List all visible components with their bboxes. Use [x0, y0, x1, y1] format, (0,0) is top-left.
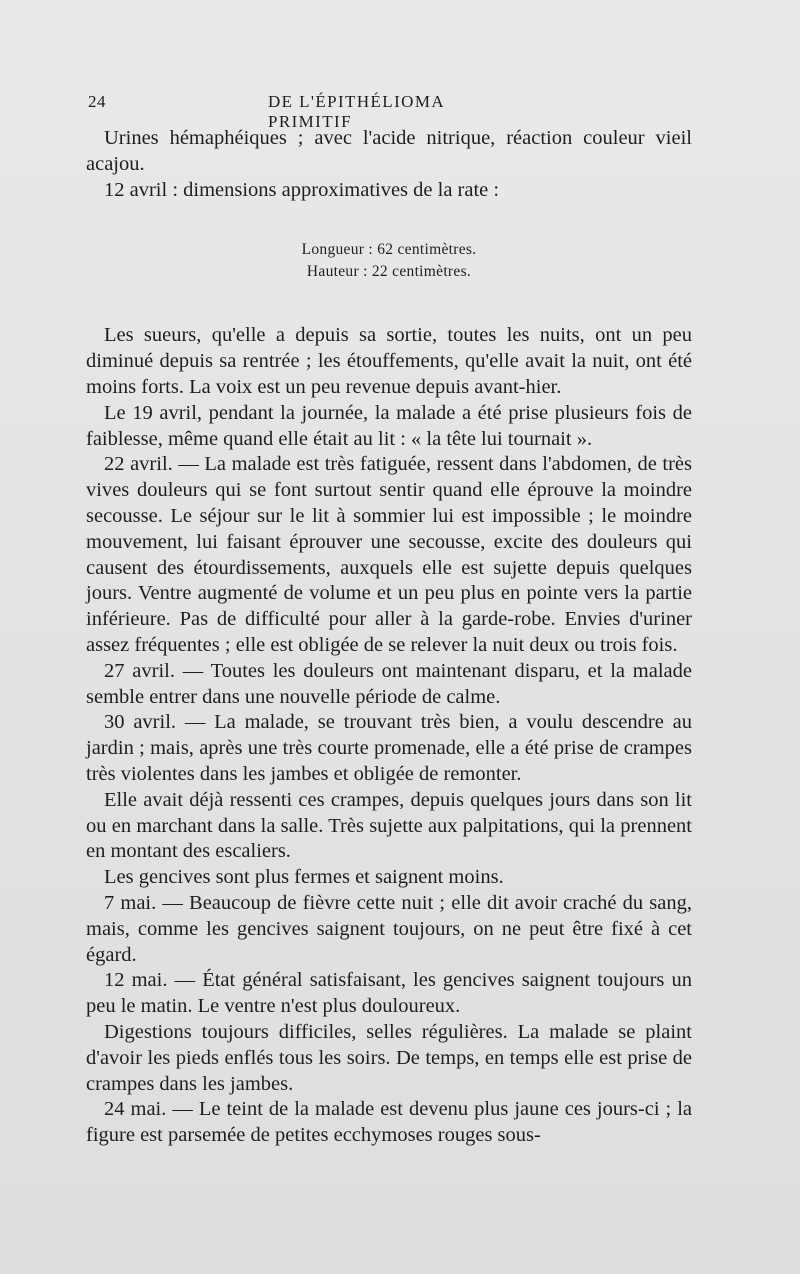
paragraph-crampes: Elle avait déjà ressenti ces crampes, depuis quelques jours dans son lit ou en marchant dans la salle. Très sujette aux palpitations, qui la prennent en montant des escaliers. — [86, 788, 692, 863]
paragraph-12-mai: 12 mai. — État général satisfaisant, les gencives saignent toujours un peu le matin. Le ventre n'est plus douloureux. — [86, 969, 692, 1018]
page-header — [88, 92, 528, 131]
paragraph-urines: Urines hémaphéiques ; avec l'acide nitrique, réaction couleur vieil acajou. — [86, 127, 692, 175]
paragraph-12-avril: 12 avril : dimensions approximatives de la rate : — [104, 178, 500, 201]
running-title: DE L'ÉPITHÉLIOMA PRIMITIF — [268, 92, 445, 131]
paragraph-gencives: Les gencives sont plus fermes et saignent moins. — [104, 866, 504, 889]
measurement-hauteur: Hauteur : 22 centimètres. — [306, 263, 472, 281]
paragraph-19-avril: Le 19 avril, pendant la journée, la malade a été prise plusieurs fois de faiblesse, même quand elle était au lit : « la tête lui tournait ». — [86, 401, 692, 450]
measurement-longueur: Longueur : 62 centimètres. — [301, 241, 477, 259]
paragraph-27-avril: 27 avril. — Toutes les douleurs ont maintenant disparu, et la malade semble entrer dans une nouvelle période de calme. — [86, 659, 692, 708]
paragraph-sueurs: Les sueurs, qu'elle a depuis sa sortie, toutes les nuits, ont un peu diminué depuis sa rentrée ; les étouffements, qu'elle avait la nuit, ont été moins forts. La voix est un peu revenue depuis avant-hier. — [86, 324, 692, 398]
paragraph-24-mai: 24 mai. — Le teint de la malade est devenu plus jaune ces jours-ci ; la figure est parsemée de petites ecchymoses rouges sous- — [86, 1098, 692, 1147]
paragraph-30-avril: 30 avril. — La malade, se trouvant très bien, a voulu descendre au jardin ; mais, après une très courte promenade, elle a été prise de crampes très violentes dans les jambes et obligée de remonter. — [86, 711, 692, 785]
paragraph-22-avril: 22 avril. — La malade est très fatiguée, ressent dans l'abdomen, de très vives douleurs qui se font surtout sentir quand elle éprouve la moindre secousse. Le séjour sur le lit à sommier lui est impossible ; le moindre mouvement, lui faisant éprouver une secousse, excite des douleurs qui causent des étourdissements, auxquels elle est sujette depuis quelques jours. Ventre augmenté de volume et un peu plus en pointe vers la partie inférieure. Pas de difficulté pour aller à la garde-robe. Envies d'uriner assez fréquentes ; elle est obligée de se relever la nuit deux ou trois fois. — [86, 453, 692, 656]
paragraph-7-mai: 7 mai. — Beaucoup de fièvre cette nuit ; elle dit avoir craché du sang, mais, comme les gencives saignent toujours, on ne peut être fixé à cet égard. — [86, 891, 692, 966]
page-number: 24 — [88, 92, 106, 111]
page-body — [86, 126, 692, 1149]
paragraph-digestions: Digestions toujours difficiles, selles régulières. La malade se plaint d'avoir les pieds enflés tous les soirs. De temps, en temps elle est prise de crampes dans les jambes. — [86, 1020, 692, 1095]
spleen-measurements — [86, 239, 692, 283]
